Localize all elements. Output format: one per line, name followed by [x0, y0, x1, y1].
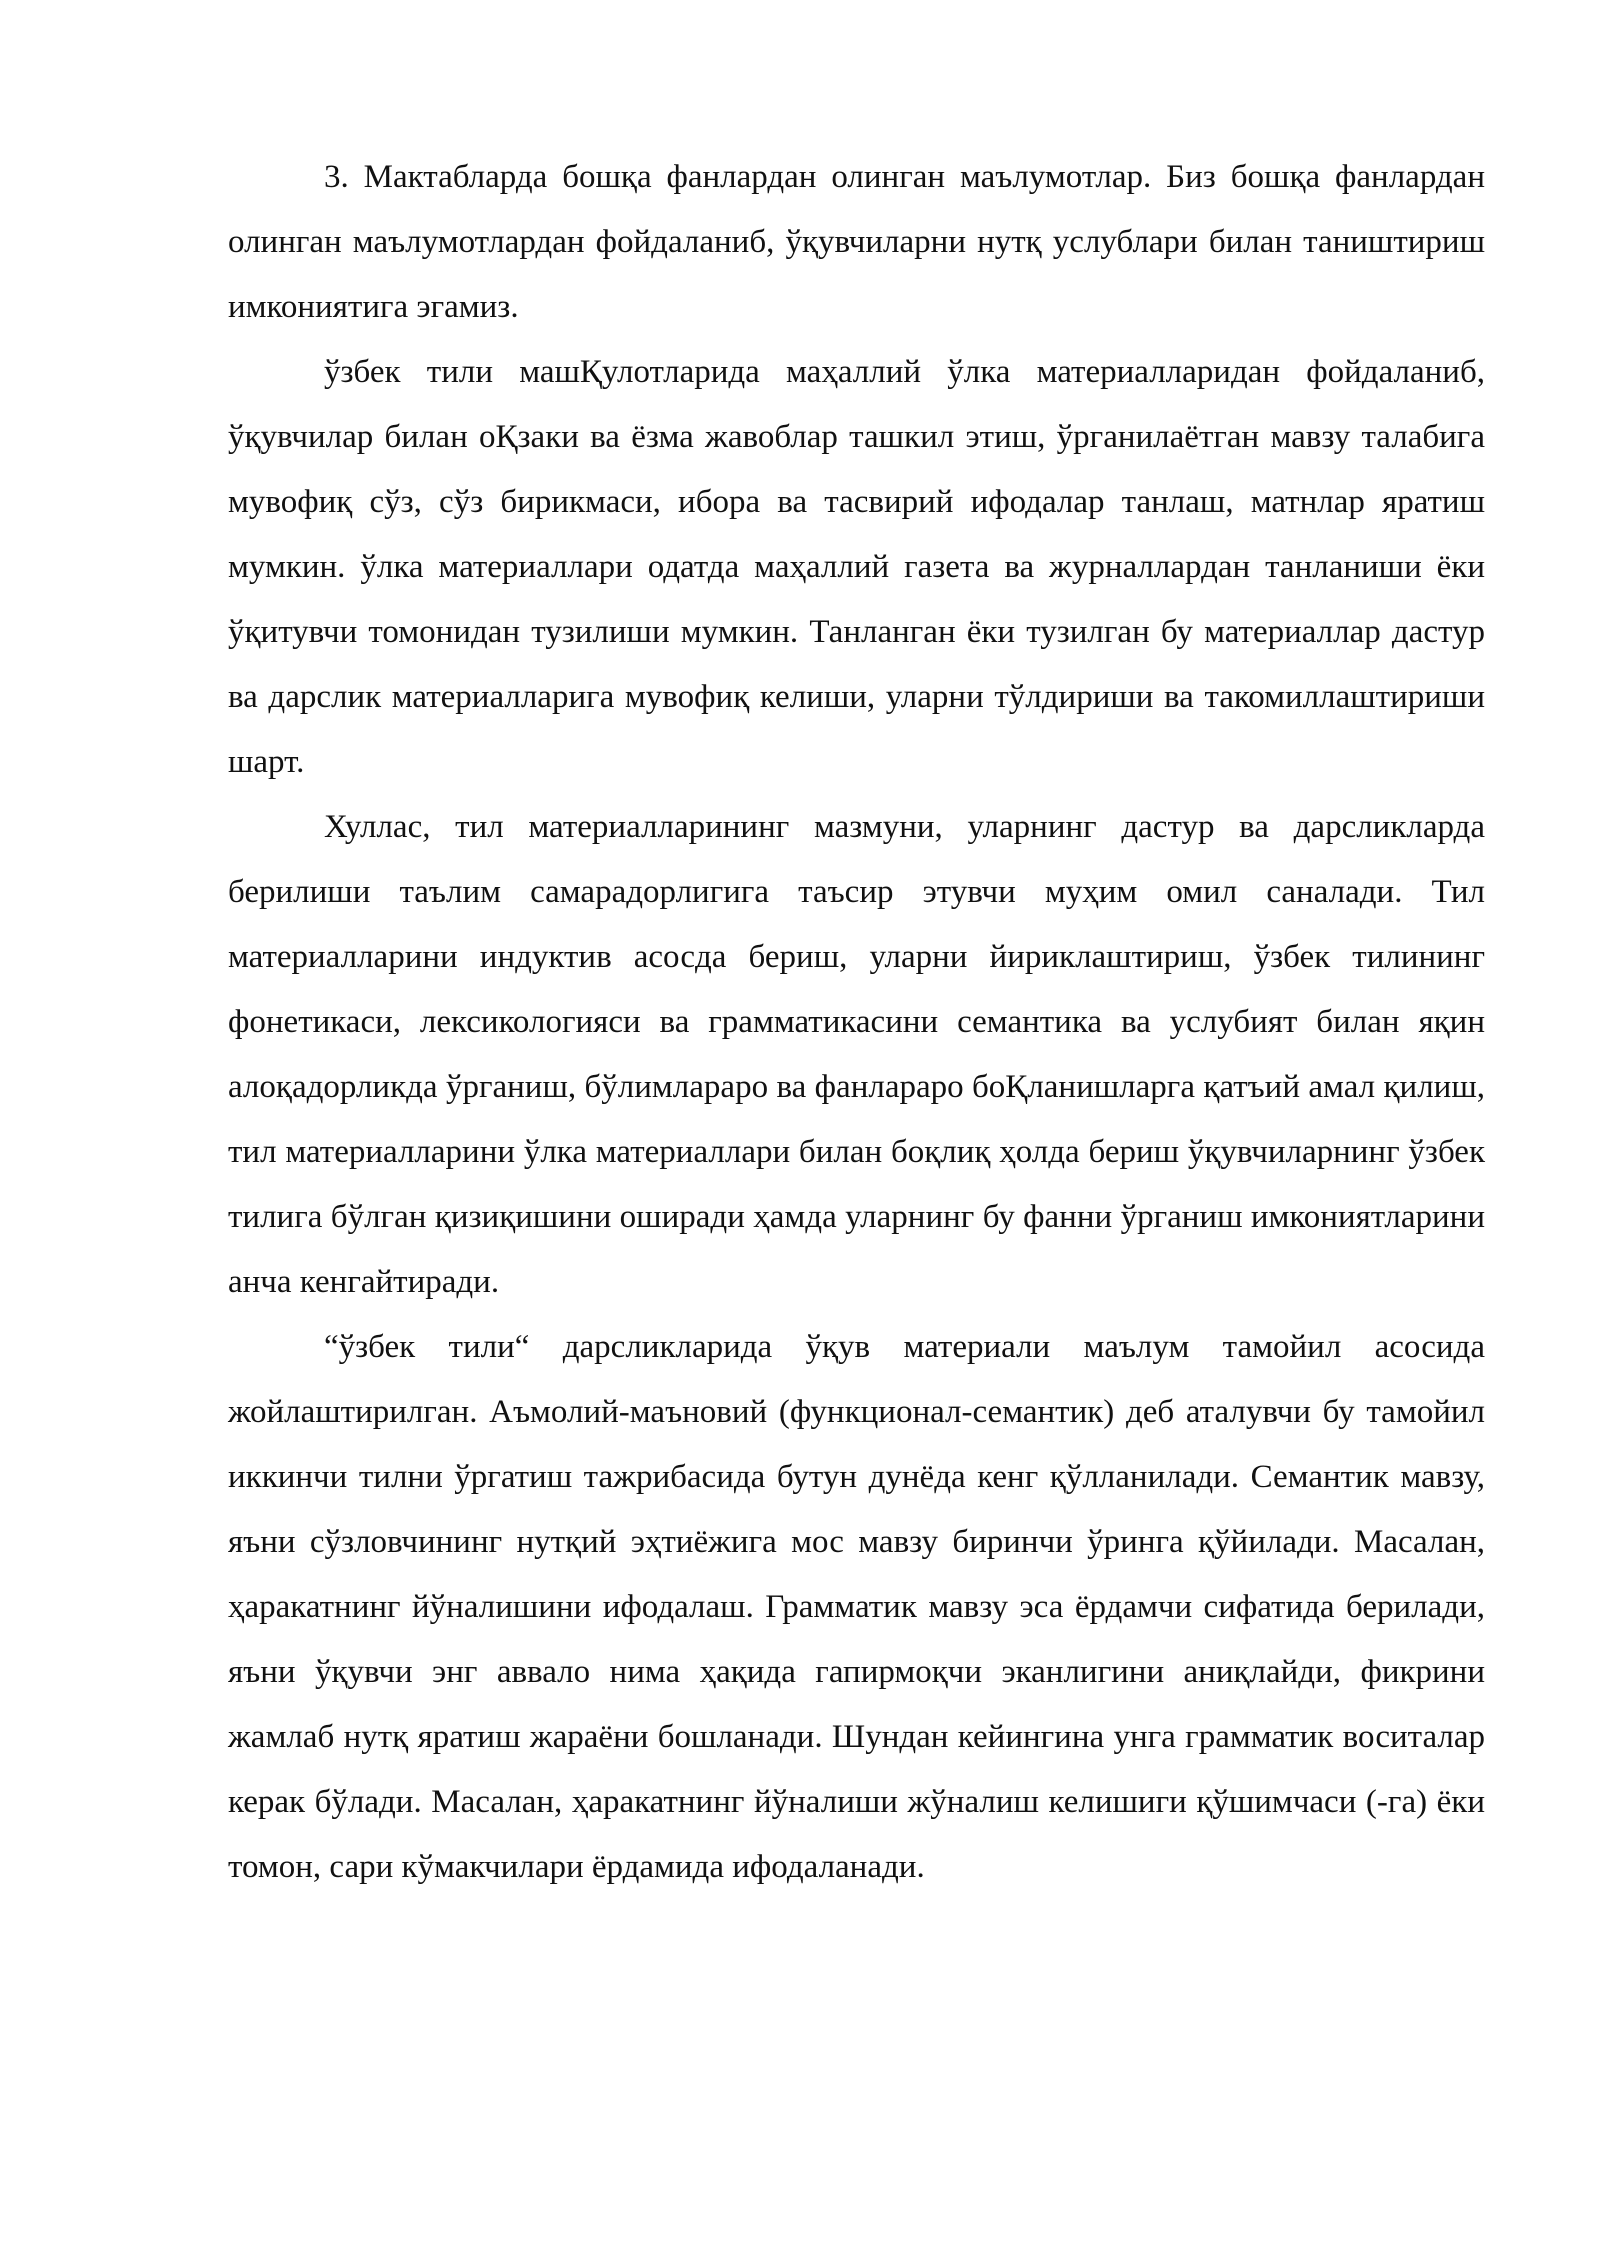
paragraph-1: 3. Мактабларда бошқа фанлардан олинган маълумотлар. Биз бошқа фанлардан олинган маълумотлардан фойдаланиб, ўқувчиларни нутқ услублари билан таништириш имкониятига эгамиз. [228, 159, 1485, 325]
paragraph-2: ўзбек тили машҚулотларида маҳаллий ўлка материалларидан фойдаланиб, ўқувчилар билан оҚзаки ва ёзма жавоблар ташкил этиш, ўрганилаётган мавзу талабига мувофиқ сўз, сўз бирикмаси, ибора ва тасвирий ифодалар танлаш, матнлар яратиш мумкин. ўлка материаллари одатда маҳаллий газета ва журналлардан танланиши ёки ўқитувчи томонидан тузилиши мумкин. Танланган ёки тузилган бу материаллар дастур ва дарслик материалларига мувофиқ келиши, уларни тўлдириши ва такомиллаштириши шарт. [228, 354, 1485, 780]
paragraph-4: “ўзбек тили“ дарсликларида ўқув материали маълум тамойил асосида жойлаштирилган. Аъмолий-маъновий (функционал-семантик) деб аталувчи бу тамойил иккинчи тилни ўргатиш тажрибасида бутун дунёда кенг қўлланилади. Семантик мавзу, яъни сўзловчининг нутқий эҳтиёжига мос мавзу биринчи ўринга қўйилади. Масалан, ҳаракатнинг йўналишини ифодалаш. Грамматик мавзу эса ёрдамчи сифатида берилади, яъни ўқувчи энг аввало нима ҳақида гапирмоқчи эканлигини аниқлайди, фикрини жамлаб нутқ яратиш жараёни бошланади. Шундан кейингина унга грамматик воситалар керак бўлади. Масалан, ҳаракатнинг йўналиши жўналиш келишиги қўшимчаси (-га) ёки томон, сари кўмакчилари ёрдамида ифодаланади. [228, 1329, 1485, 1885]
paragraph-3: Хуллас, тил материалларининг мазмуни, уларнинг дастур ва дарсликларда берилиши таълим самарадорлигига таъсир этувчи муҳим омил саналади. Тил материалларини индуктив асосда бериш, уларни йириклаштириш, ўзбек тилининг фонетикаси, лексикологияси ва грамматикасини семантика ва услубият билан яқин алоқадорликда ўрганиш, бўлимлараро ва фанлараро боҚланишларга қатъий амал қилиш, тил материалларини ўлка материаллари билан боқлиқ ҳолда бериш ўқувчиларнинг ўзбек тилига бўлган қизиқишини оширади ҳамда уларнинг бу фанни ўрганиш имкониятларини анча кенгайтиради. [228, 809, 1485, 1300]
document-body [228, 145, 1485, 1900]
